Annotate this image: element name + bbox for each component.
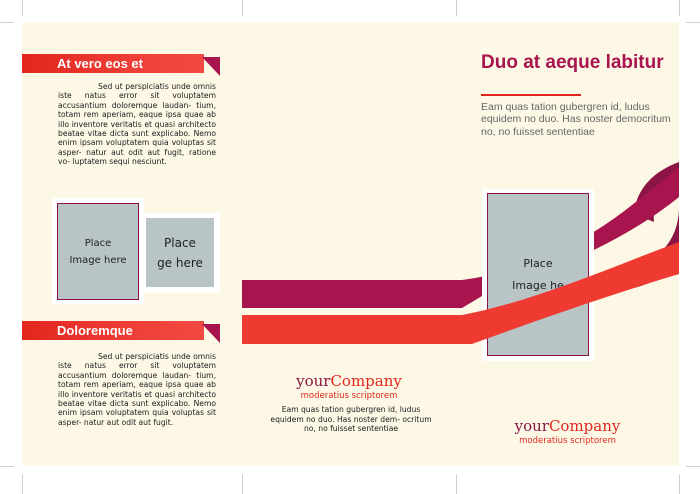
placeholder-label-line1: Place — [84, 237, 112, 249]
crop-mark — [679, 0, 680, 16]
crop-mark — [0, 22, 14, 23]
section-body-text: Sed ut perspiciatis unde omnis iste natus error sit voluptatem accusantium doloremque laudan- tium, totam rem aperiam, eaque ipsa quae ab illo inventore veritatis et quasi architecto beatae vitae dicta sunt explicabo. Nemo enim ipsam voluptatem quia voluptas sit asper- natur aut odit aut fugit, ratione vo- luptatem sequi nesciunt. — [58, 82, 216, 167]
placeholder-label-line1: Place — [164, 235, 196, 250]
crop-mark — [242, 474, 243, 494]
section-title: At vero eos et — [57, 56, 143, 71]
crop-mark — [686, 466, 700, 467]
crop-mark — [679, 474, 680, 494]
company-logo — [456, 417, 679, 446]
logo-main: Company — [330, 372, 402, 390]
placeholder-label-line2: ge here — [157, 255, 203, 270]
placeholder-label-line1: Place — [523, 256, 553, 270]
middle-panel — [242, 22, 456, 466]
crop-mark — [456, 474, 457, 494]
crop-mark — [22, 0, 23, 16]
crop-mark — [22, 474, 23, 494]
crop-mark — [686, 22, 700, 23]
cover-subtitle: Eam quas tation gubergren id, ludus equidem no duo. Has noster democritum no, no fuisset sententiae — [481, 101, 671, 138]
cover-title: Duo at aeque labitur — [481, 52, 664, 73]
logo-prefix: your — [514, 417, 549, 435]
title-underline — [481, 94, 581, 96]
section-body-text: Sed ut perspiciatis unde omnis iste natus error sit voluptatem accusantium doloremque laudan- tium, totam rem aperiam, eaque ipsa quae ab illo inventore veritatis et quasi architecto beatae vitae dicta sunt explicabo. Nemo enim ipsam voluptatem quia voluptas sit asper- natur aut odit aut fugit. — [58, 352, 216, 427]
brochure-sheet — [22, 22, 679, 466]
company-logo — [242, 372, 456, 401]
company-blurb: Eam quas tation gubergren id, ludus equidem no duo. Has noster dem- ocritum no, no fuisset sententiae — [270, 405, 432, 434]
logo-main: Company — [548, 417, 621, 435]
placeholder-label-line2: Image here — [69, 254, 127, 266]
logo-prefix: your — [296, 372, 331, 390]
logo-tagline: moderatius scriptorem — [300, 391, 398, 401]
crop-mark — [0, 466, 14, 467]
right-panel — [456, 22, 679, 466]
crop-mark — [456, 0, 457, 16]
logo-tagline: moderatius scriptorem — [519, 436, 616, 446]
crop-mark — [242, 0, 243, 16]
placeholder-label-line2: Image he — [512, 278, 564, 292]
section-title: Doloremque — [57, 323, 133, 338]
